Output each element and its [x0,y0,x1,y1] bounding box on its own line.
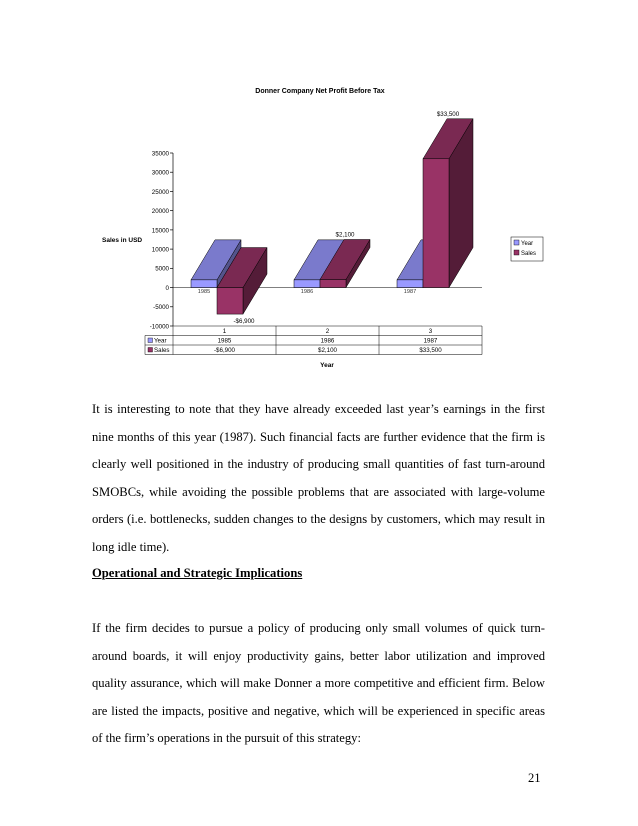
y-axis-label: Sales in USD [102,237,143,244]
paragraph-strategy-text: If the firm decides to pursue a policy of producing only small volumes of quick turn-around boards, it will enjoy productivity gains, better labor utilization and improved quality assurance, which will make Donner a more competitive and efficient firm. Below are listed the impacts, positive and negative, which will be experienced in specific areas of the firm’s operations in the pursuit of this strategy: [92,621,545,746]
year-bar-label: 1985 [197,289,211,296]
table-cell: 1985 [217,337,232,345]
year-bar-1-front [294,280,320,288]
legend-label-0: Year [521,241,534,247]
year-bar-0-front [191,280,217,288]
paragraph-earnings [92,396,545,562]
page-number: 21 [528,771,541,785]
y-tick-label: 10000 [151,246,169,254]
y-tick-label: 20000 [151,208,169,216]
sales-bar-2-front [423,159,449,288]
table-row-label: Year [154,337,167,345]
table-cell: -$6,900 [214,347,235,354]
sales-bar-0-front [217,288,243,315]
sales-bar-1-front [320,279,346,287]
sales-data-label: $33,500 [436,110,460,118]
table-row-label: Sales [154,347,170,354]
x-axis-label: Year [320,362,334,369]
table-cell: $2,100 [318,347,337,354]
profit-chart [90,75,550,385]
table-cell: 1986 [320,337,335,345]
table-swatch-0 [148,338,153,343]
section-heading: Operational and Strategic Implications [92,566,303,580]
y-tick-label: 35000 [151,150,169,158]
y-tick-label: 25000 [151,188,169,196]
y-tick-label: 15000 [151,227,169,235]
y-tick-label: 0 [165,284,169,292]
paragraph-strategy [92,615,545,753]
table-cell: 1 [222,328,227,335]
legend-swatch-1 [514,250,519,255]
table-swatch-1 [148,348,153,353]
table-cell: 3 [428,328,433,335]
paragraph-earnings-text: It is interesting to note that they have already exceeded last year’s earnings in the first nine months of this year (1987). Such financial facts are further evidence that the firm is clearly well positioned in the industry of producing small quantities of fast turn-around SMOBCs, while avoiding the possible problems that are associated with large-volume orders (i.e. bottlenecks, sudden changes to the designs by customers, which may result in long idle time). [92,402,545,554]
sales-data-label: $2,100 [335,231,355,239]
y-tick-label: -5000 [153,304,169,312]
year-bar-2-front [397,280,423,288]
year-bar-label: 1986 [300,289,314,296]
table-cell: $33,500 [419,347,442,354]
y-tick-label: 5000 [155,265,169,273]
sales-data-label: -$6,900 [233,318,255,326]
y-tick-label: -10000 [149,323,169,331]
year-bar-label: 1987 [403,289,417,296]
profit-chart-svg [90,75,550,385]
chart-title: Donner Company Net Profit Before Tax [255,88,385,95]
y-tick-label: 30000 [151,169,169,177]
table-cell: 2 [325,328,330,335]
table-cell: 1987 [423,337,438,345]
legend-label-1: Sales [521,251,537,257]
legend-swatch-0 [514,240,519,245]
